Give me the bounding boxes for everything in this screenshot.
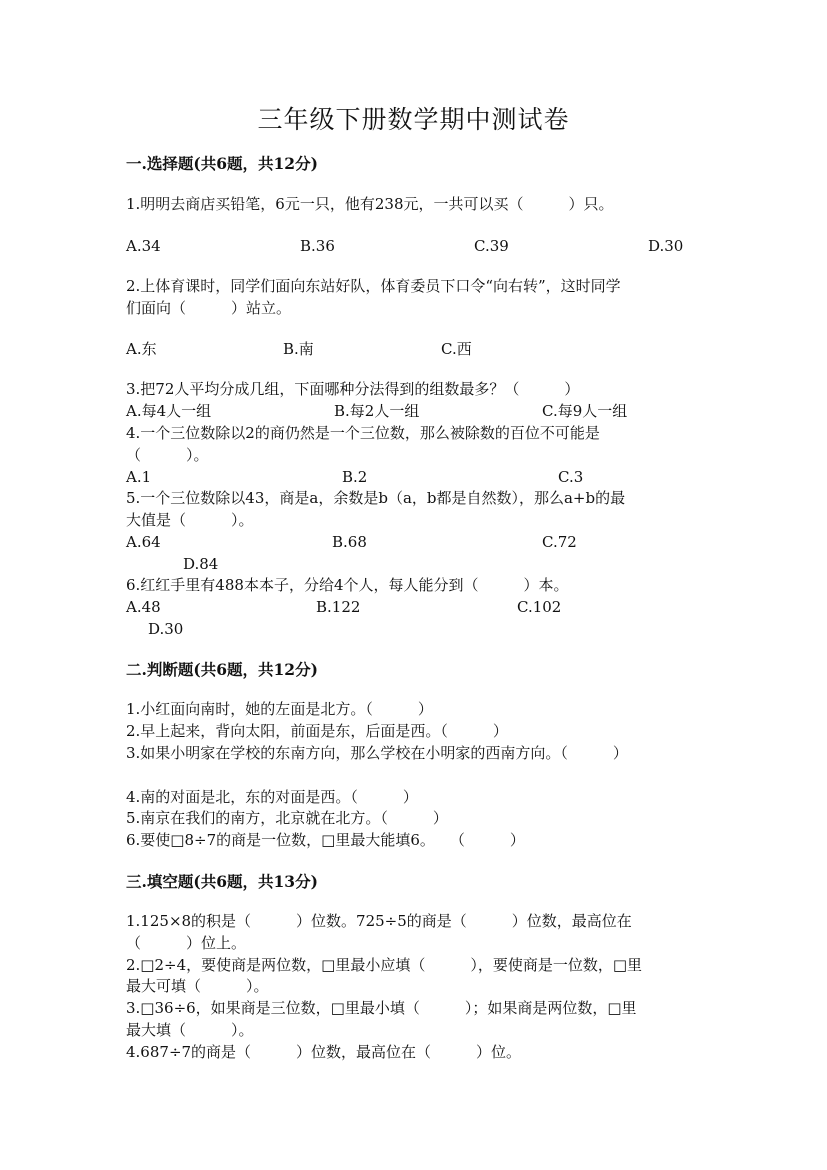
option-4a: A.1 bbox=[126, 468, 152, 486]
question-5-line-1: 5.一个三位数除以43，商是a，余数是b（a，b都是自然数），那么a+b的最 bbox=[126, 489, 626, 507]
option-3c: C.每9人一组 bbox=[542, 402, 628, 420]
question-4-line-1: 4.一个三位数除以2的商仍然是一个三位数，那么被除数的百位不可能是 bbox=[126, 424, 600, 442]
question-2-line-1: 2.上体育课时，同学们面向东站好队，体育委员下口令“向右转”，这时同学 bbox=[126, 277, 621, 295]
option-5b: B.68 bbox=[332, 533, 367, 551]
question-4-line-2: （ ）。 bbox=[126, 446, 209, 464]
fill-1-line-2: （ ）位上。 bbox=[126, 934, 247, 952]
judgement-1: 1.小红面向南时，她的左面是北方。（ ） bbox=[126, 700, 433, 718]
option-1a: A.34 bbox=[126, 237, 161, 255]
option-5d: D.84 bbox=[183, 555, 219, 573]
judgement-3: 3.如果小明家在学校的东南方向，那么学校在小明家的西南方向。（ ） bbox=[126, 744, 628, 762]
option-2c: C.西 bbox=[441, 340, 472, 358]
judgement-2: 2.早上起来，背向太阳，前面是东，后面是西。（ ） bbox=[126, 722, 508, 740]
option-5a: A.64 bbox=[126, 533, 161, 551]
option-6d: D.30 bbox=[148, 620, 184, 638]
question-5-line-2: 大值是（ ）。 bbox=[126, 511, 254, 529]
question-1: 1.明明去商店买铅笔，6元一只，他有238元，一共可以买（ ）只。 bbox=[126, 195, 614, 213]
option-6c: C.102 bbox=[517, 598, 562, 616]
option-2b: B.南 bbox=[283, 340, 314, 358]
option-1c: C.39 bbox=[474, 237, 509, 255]
option-1d: D.30 bbox=[648, 237, 684, 255]
page-title: 三年级下册数学期中测试卷 bbox=[257, 105, 570, 134]
option-3b: B.每2人一组 bbox=[334, 402, 420, 420]
option-3a: A.每4人一组 bbox=[126, 402, 212, 420]
option-2a: A.东 bbox=[126, 340, 157, 358]
judgement-4: 4.南的对面是北，东的对面是西。（ ） bbox=[126, 788, 418, 806]
question-3: 3.把72人平均分成几组，下面哪种分法得到的组数最多？（ ） bbox=[126, 380, 580, 398]
question-6: 6.红红手里有488本本子，分给4个人，每人能分到（ ）本。 bbox=[126, 576, 569, 594]
section-heading-choice: 一.选择题(共6题，共12分) bbox=[126, 154, 318, 173]
section-heading-fill-in: 三.填空题(共6题，共13分) bbox=[126, 872, 318, 891]
fill-2-line-1: 2.□2÷4，要使商是两位数，□里最小应填（ ），要使商是一位数，□里 bbox=[126, 956, 642, 974]
fill-1-line-1: 1.125×8的积是（ ）位数。725÷5的商是（ ）位数，最高位在 bbox=[126, 912, 632, 930]
option-4b: B.2 bbox=[342, 468, 368, 486]
fill-3-line-2: 最大填（ ）。 bbox=[126, 1021, 254, 1039]
option-6a: A.48 bbox=[126, 598, 161, 616]
question-2-line-2: 们面向（ ）站立。 bbox=[126, 299, 292, 317]
fill-2-line-2: 最大可填（ ）。 bbox=[126, 977, 269, 995]
option-6b: B.122 bbox=[316, 598, 361, 616]
option-4c: C.3 bbox=[558, 468, 584, 486]
judgement-5: 5.南京在我们的南方，北京就在北方。（ ） bbox=[126, 809, 448, 827]
section-heading-judgement: 二.判断题(共6题，共12分) bbox=[126, 660, 318, 679]
fill-3-line-1: 3.□36÷6，如果商是三位数，□里最小填（ ）；如果商是两位数，□里 bbox=[126, 999, 637, 1017]
option-5c: C.72 bbox=[542, 533, 577, 551]
fill-4: 4.687÷7的商是（ ）位数，最高位在（ ）位。 bbox=[126, 1043, 522, 1061]
judgement-6: 6.要使□8÷7的商是一位数，□里最大能填6。 （ ） bbox=[126, 831, 525, 849]
option-1b: B.36 bbox=[300, 237, 335, 255]
